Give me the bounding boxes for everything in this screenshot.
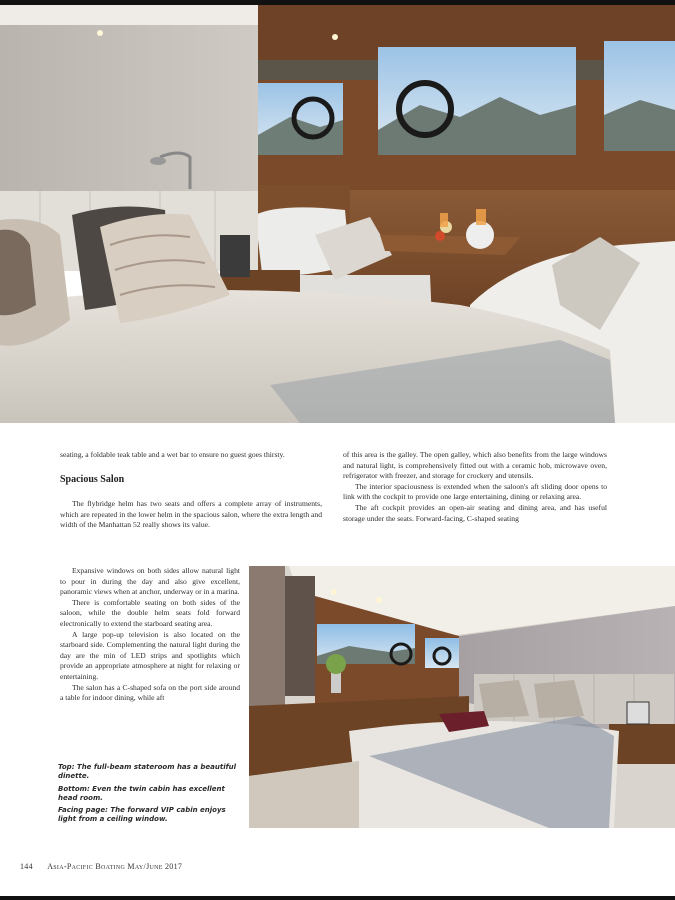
article-column-left	[60, 450, 322, 531]
section-heading: Spacious Salon	[60, 473, 125, 485]
article-column-left-narrow	[60, 566, 240, 704]
article-column-right	[343, 450, 607, 524]
paragraph: of this area is the galley. The open galley, which also benefits from the large windows and natural light, is comprehensively fitted out with a ceramic hob, microwave oven, refrigerator with freezer, and storage for crockery and utensils.	[343, 450, 607, 481]
caption-top: Top: The full-beam stateroom has a beautiful dinette.	[58, 763, 237, 781]
caption-facing: Facing page: The forward VIP cabin enjoys light from a ceiling window.	[58, 806, 226, 824]
paragraph: There is comfortable seating on both sides of the saloon, while the double helm seats fold forward electronically to extend the starboard seating area.	[60, 597, 240, 628]
page-number: 144	[20, 862, 33, 871]
paragraph: A large pop-up television is also located on the starboard side. Complementing the natural light during the day are the min of LED strips and spotlights which provide an appropriate atmosphere at night for relaxing or entertaining.	[60, 629, 240, 681]
page-footer	[20, 862, 182, 871]
paragraph: seating, a foldable teak table and a wet bar to ensure no guest goes thirsty.	[60, 450, 285, 459]
paragraph: The salon has a C-shaped sofa on the port side around a table for indoor dining, while aft	[60, 682, 240, 703]
caption-bottom: Bottom: Even the twin cabin has excellent head room.	[58, 784, 225, 802]
paragraph: Expansive windows on both sides allow natural light to pour in during the day and also give excellent, panoramic views when at anchor, underway or in a marina.	[60, 566, 240, 597]
photo-captions	[58, 763, 244, 828]
paragraph: The interior spaciousness is extended when the saloon's aft sliding door opens to link with the cockpit to provide one large entertaining, dining or relaxing area.	[343, 481, 607, 502]
bottom-edge-bar	[0, 896, 675, 900]
top-photo-stateroom	[0, 5, 675, 423]
paragraph: The flybridge helm has two seats and offers a complete array of instruments, which are repeated in the lower helm in the spacious salon, where the extra length and width of the Manhattan 52 really shows its value.	[60, 499, 322, 530]
paragraph: The aft cockpit provides an open-air seating and dining area, and has useful storage under the seats. Forward-facing, C-shaped seating	[343, 502, 607, 523]
bottom-photo-cabin	[249, 566, 675, 828]
publication-name: Asia-Pacific Boating May/June 2017	[47, 862, 183, 871]
